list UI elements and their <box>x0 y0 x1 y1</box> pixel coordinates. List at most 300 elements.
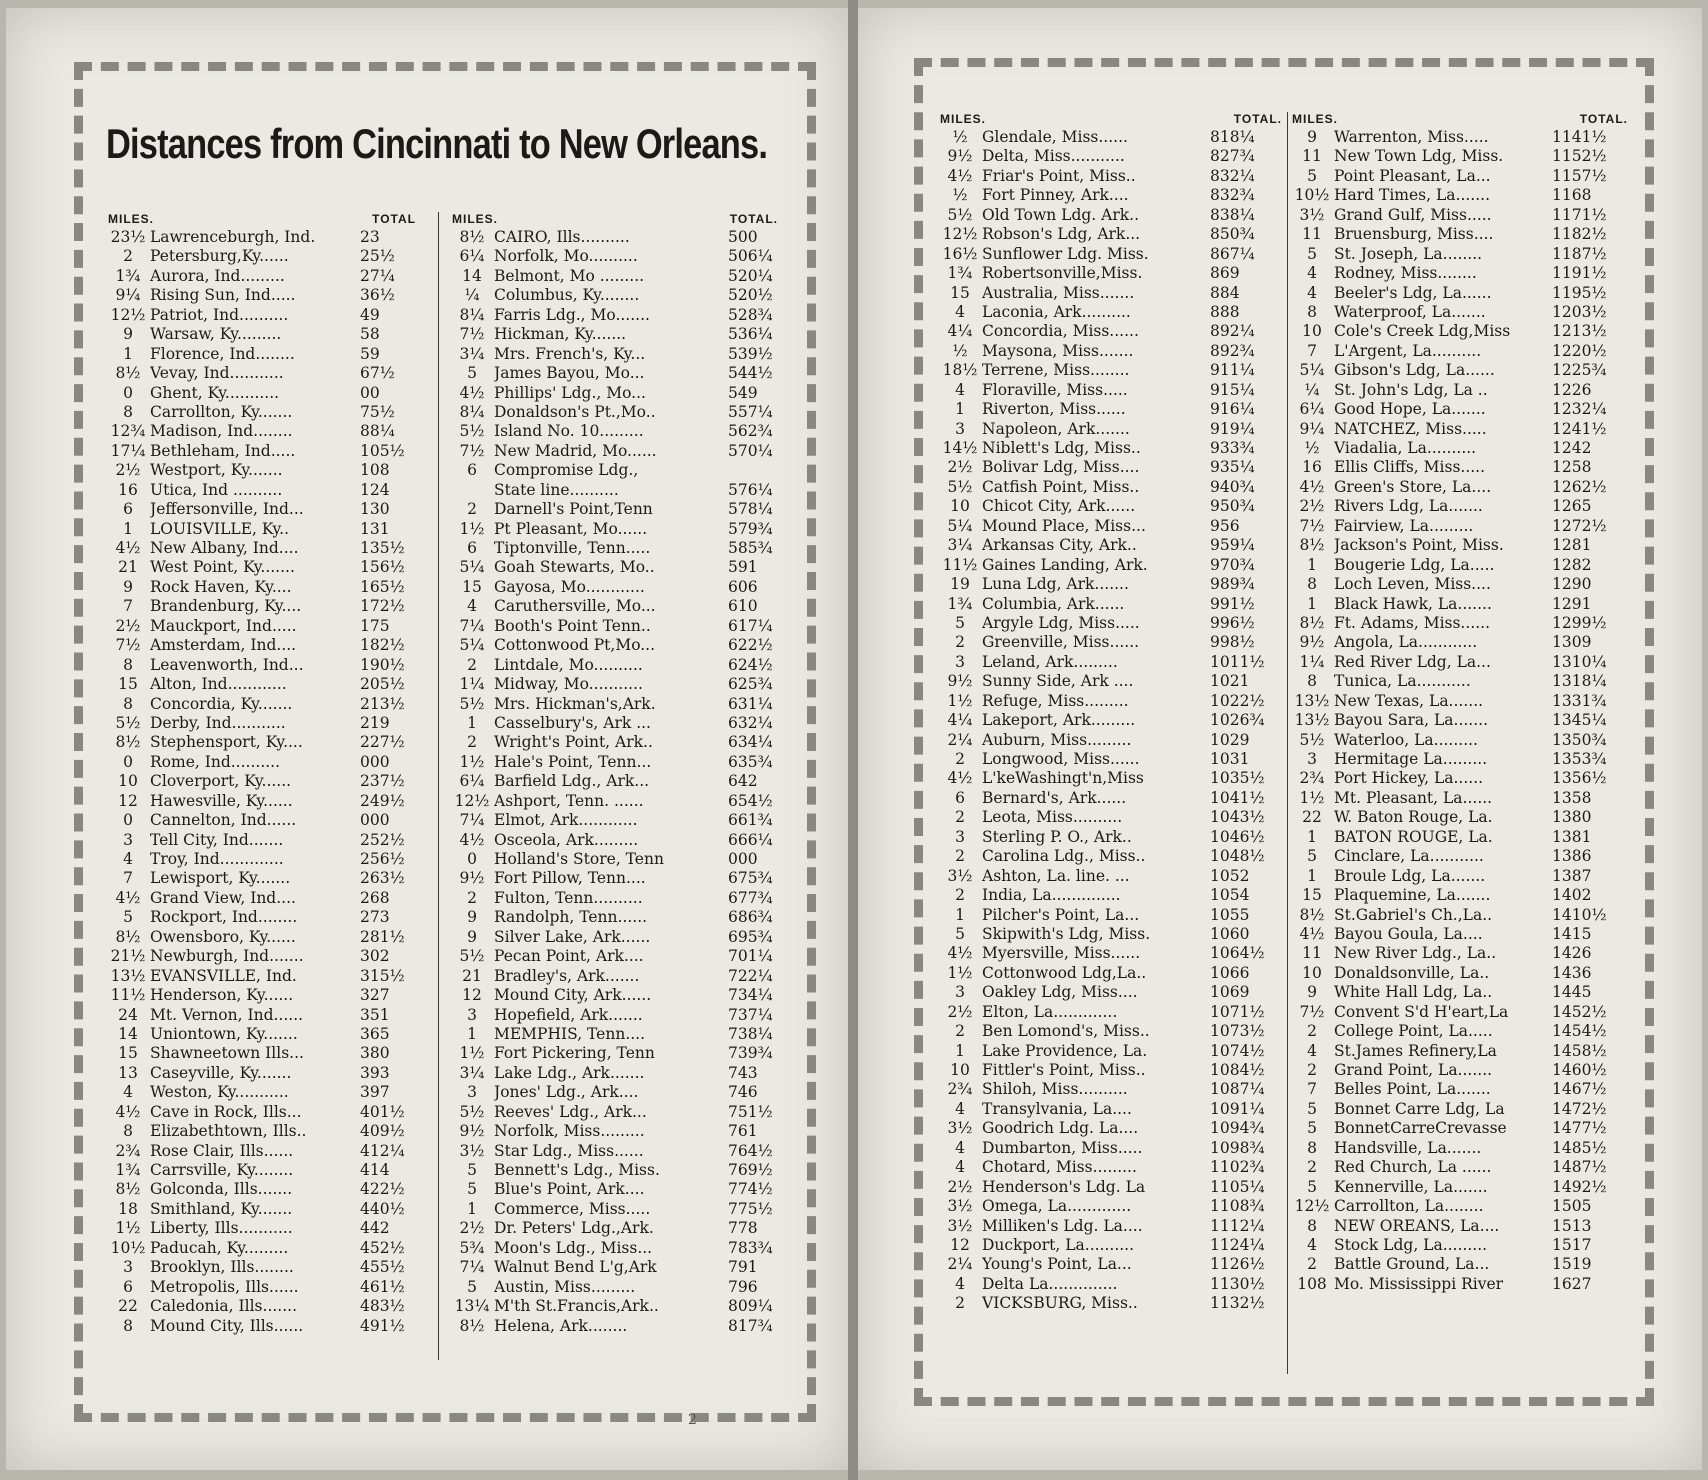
place-name: Caledonia, Ills....... <box>150 1297 298 1316</box>
place-name: Elizabethtown, Ills.. <box>150 1122 307 1141</box>
stop-row <box>1292 1197 1628 1216</box>
place-name: Blue's Point, Ark.... <box>494 1180 645 1199</box>
stop-row <box>1292 614 1628 633</box>
total-value: 1195½ <box>1552 283 1607 302</box>
place-name: Glendale, Miss...... <box>982 128 1128 146</box>
stop-row <box>1292 517 1628 536</box>
place-name: Fort Pinney, Ark.... <box>982 186 1129 205</box>
total-value: 622½ <box>728 636 773 655</box>
place-name: Good Hope, La....... <box>1334 400 1486 419</box>
miles-value: 4 <box>123 1083 133 1102</box>
total-value: 606 <box>728 577 758 596</box>
stop-row <box>108 286 416 305</box>
miles-value: 4½ <box>947 944 973 963</box>
miles-value: 10 <box>1302 322 1322 341</box>
total-value: 227½ <box>360 733 405 752</box>
total-value: 1318¼ <box>1552 672 1607 691</box>
total-value: 1011½ <box>1210 652 1265 671</box>
place-name: New Madrid, Mo...... <box>494 441 657 460</box>
place-name: Angola, La............ <box>1334 633 1478 652</box>
place-name: Young's Point, La... <box>982 1255 1132 1274</box>
stop-row <box>452 247 778 266</box>
total-value: 536¼ <box>728 325 773 344</box>
stop-row <box>940 536 1282 555</box>
place-name: Rising Sun, Ind..... <box>150 286 296 305</box>
miles-header: MILES. <box>452 212 499 226</box>
place-name: Ben Lomond's, Miss.. <box>982 1022 1150 1041</box>
miles-value: 2 <box>955 1022 965 1041</box>
total-value: 506¼ <box>728 247 773 266</box>
total-value: 1048½ <box>1210 847 1265 866</box>
stop-row <box>940 400 1282 419</box>
stop-row <box>108 481 416 500</box>
total-value: 1386 <box>1552 847 1592 866</box>
total-value: 500 <box>728 228 758 246</box>
place-name: Amsterdam, Ind.... <box>150 636 297 655</box>
place-name: Henderson's Ldg. La <box>982 1177 1146 1196</box>
total-value: 1094¾ <box>1210 1119 1265 1138</box>
miles-value: 4¼ <box>947 711 973 730</box>
miles-value: ¼ <box>464 286 480 305</box>
stop-row <box>1292 964 1628 983</box>
total-value: 25½ <box>360 247 395 266</box>
total-value: 695¾ <box>728 927 773 946</box>
stop-row <box>452 1239 778 1258</box>
miles-value: 5¾ <box>459 1238 485 1257</box>
miles-value: 8 <box>123 655 133 674</box>
place-name: EVANSVILLE, Ind. <box>150 966 297 985</box>
place-name: Elmot, Ark............ <box>494 811 638 830</box>
total-value: 1232¼ <box>1552 400 1607 419</box>
miles-value: 9½ <box>459 1122 485 1141</box>
column-header <box>940 112 1282 128</box>
place-name: Bonnet Carre Ldg, La <box>1334 1099 1505 1118</box>
total-value: 1203½ <box>1552 302 1607 321</box>
miles-value: 16½ <box>942 244 978 263</box>
miles-value: 17¼ <box>110 441 146 460</box>
place-name: Gibson's Ldg, La...... <box>1334 361 1495 380</box>
stop-row <box>1292 1003 1628 1022</box>
place-name: Leavenworth, Ind... <box>150 655 304 674</box>
miles-value: 10½ <box>1294 186 1330 205</box>
left-page <box>6 8 848 1470</box>
miles-value: 4 <box>955 1099 965 1118</box>
miles-value: 5½ <box>947 477 973 496</box>
miles-value: 8 <box>1307 575 1317 594</box>
total-value: 1345¼ <box>1552 711 1607 730</box>
miles-value: 1 <box>123 344 133 363</box>
total-value: 959¼ <box>1210 536 1255 555</box>
miles-value: 2 <box>1307 1158 1317 1177</box>
total-value: 1426 <box>1552 944 1592 963</box>
place-name: Broule Ldg, La....... <box>1334 866 1486 885</box>
stop-row <box>108 247 416 266</box>
place-name: Booth's Point Tenn.. <box>494 616 651 635</box>
stop-row <box>108 869 416 888</box>
stop-row <box>1292 381 1628 400</box>
miles-value: ¼ <box>1304 380 1320 399</box>
miles-value: 3½ <box>947 866 973 885</box>
total-value: 1258 <box>1552 458 1592 477</box>
total-value: 172½ <box>360 597 405 616</box>
stop-row <box>940 284 1282 303</box>
stop-row <box>940 614 1282 633</box>
total-value: 520¼ <box>728 266 773 285</box>
miles-value: 8½ <box>115 1180 141 1199</box>
place-name: Point Pleasant, La... <box>1334 166 1491 185</box>
total-value: 617¼ <box>728 616 773 635</box>
total-value: 1290 <box>1552 575 1592 594</box>
miles-value: ½ <box>1304 439 1320 457</box>
miles-value: 1¾ <box>115 1161 141 1179</box>
miles-value: 1 <box>1307 866 1317 885</box>
stop-row <box>108 811 416 830</box>
total-value: 632¼ <box>728 713 773 732</box>
total-value: 686¾ <box>728 908 773 927</box>
stop-row <box>108 1161 416 1180</box>
stop-row <box>1292 1061 1628 1080</box>
miles-value: 1 <box>467 1024 477 1043</box>
total-value: 738¼ <box>728 1024 773 1043</box>
stop-row <box>940 420 1282 439</box>
place-name: Cottonwood Pt,Mo... <box>494 636 656 655</box>
miles-value: 8½ <box>459 1316 485 1335</box>
stop-row <box>940 925 1282 944</box>
miles-value: 3 <box>123 830 133 849</box>
stop-row <box>1292 828 1628 847</box>
total-value: 1265 <box>1552 497 1592 516</box>
place-name: Laconia, Ark.......... <box>982 302 1131 321</box>
place-name: Star Ldg., Miss...... <box>494 1141 644 1160</box>
miles-value: 2½ <box>459 1219 485 1238</box>
total-value: 1241½ <box>1552 419 1607 438</box>
total-value: 576¼ <box>728 480 773 499</box>
stop-row <box>1292 944 1628 963</box>
place-name: Shiloh, Miss.......... <box>982 1080 1128 1099</box>
place-name: Donaldson's Pt.,Mo.. <box>494 402 656 421</box>
stop-row <box>940 828 1282 847</box>
miles-value: 2¼ <box>947 1255 973 1274</box>
total-value: 1108¾ <box>1210 1197 1265 1216</box>
total-value: 1046½ <box>1210 827 1265 846</box>
miles-value: 9¼ <box>1299 419 1325 438</box>
place-name: New River Ldg., La.. <box>1334 944 1497 963</box>
place-name: Dumbarton, Miss..... <box>982 1138 1143 1157</box>
place-name: Pecan Point, Ark.... <box>494 947 644 966</box>
place-name: Jackson's Point, Miss. <box>1334 536 1504 555</box>
book-gutter <box>848 0 858 1480</box>
stop-row <box>108 1200 416 1219</box>
stop-row <box>940 556 1282 575</box>
miles-value: 0 <box>123 383 133 402</box>
total-value: 746 <box>728 1083 758 1102</box>
stop-row <box>452 831 778 850</box>
place-name: Mt. Vernon, Ind...... <box>150 1005 304 1024</box>
miles-value: 5 <box>123 908 133 927</box>
stop-row <box>1292 264 1628 283</box>
miles-value: 4½ <box>115 1102 141 1121</box>
miles-value: 13½ <box>1294 691 1330 710</box>
place-name: Fort Pillow, Tenn.... <box>494 869 646 888</box>
total-value: 135½ <box>360 539 405 557</box>
place-name: Mound City, Ills...... <box>150 1316 304 1335</box>
stop-row <box>1292 186 1628 205</box>
stop-row <box>940 245 1282 264</box>
stop-row <box>1292 1158 1628 1177</box>
stop-row <box>1292 225 1628 244</box>
miles-value: 3¼ <box>947 536 973 555</box>
place-name: Refuge, Miss......... <box>982 691 1129 710</box>
place-name: Fulton, Tenn.......... <box>494 888 643 907</box>
place-name: Australia, Miss....... <box>982 283 1135 302</box>
miles-value: 4½ <box>1299 924 1325 943</box>
stop-row <box>940 225 1282 244</box>
place-name: Greenville, Miss...... <box>982 633 1140 652</box>
stop-row <box>940 1178 1282 1197</box>
stop-row <box>108 597 416 616</box>
place-name: Moon's Ldg., Miss... <box>494 1238 653 1257</box>
miles-value: 2½ <box>947 1002 973 1021</box>
miles-value: 21½ <box>110 947 146 966</box>
total-value: 1029 <box>1210 730 1250 749</box>
total-value: 1467½ <box>1552 1080 1607 1099</box>
stop-row <box>1292 361 1628 380</box>
total-value: 252½ <box>360 830 405 849</box>
stop-row <box>1292 284 1628 303</box>
place-name: Argyle Ldg, Miss..... <box>982 613 1140 632</box>
place-name: W. Baton Rouge, La. <box>1334 808 1493 827</box>
place-name: Black Hawk, La....... <box>1334 594 1492 613</box>
miles-value: 13½ <box>110 966 146 985</box>
total-value: 401½ <box>360 1102 405 1121</box>
total-value: 108 <box>360 461 390 480</box>
miles-value: 1¾ <box>947 264 973 283</box>
stop-row <box>940 731 1282 750</box>
place-name: Lewisport, Ky....... <box>150 869 291 888</box>
total-value: 970¾ <box>1210 555 1255 574</box>
place-name: James Bayou, Mo... <box>494 364 645 383</box>
total-value: 397 <box>360 1083 390 1102</box>
place-name: Derby, Ind........... <box>150 713 286 732</box>
total-value: 911¼ <box>1210 361 1255 380</box>
total-value: 892¼ <box>1210 322 1255 341</box>
total-value: 175 <box>360 616 390 635</box>
place-name: Carrollton, Ky....... <box>150 402 293 421</box>
place-name: Ashport, Tenn. ...... <box>494 791 644 810</box>
miles-value: 8½ <box>1299 905 1325 924</box>
place-name: New Texas, La....... <box>1334 691 1484 710</box>
place-name: Aurora, Ind......... <box>150 266 285 285</box>
total-value: 1187½ <box>1552 244 1607 263</box>
stop-row <box>108 636 416 655</box>
total-value: 1519 <box>1552 1255 1592 1274</box>
stop-row <box>940 342 1282 361</box>
miles-value: 1 <box>955 1041 965 1060</box>
place-name: Wright's Point, Ark.. <box>494 733 653 752</box>
stop-row <box>108 908 416 927</box>
place-name: Ellis Cliffs, Miss..... <box>1334 458 1486 477</box>
total-value: 315½ <box>360 966 405 985</box>
total-value: 661¾ <box>728 811 773 830</box>
miles-value: 7½ <box>1299 516 1325 535</box>
total-value: 827¾ <box>1210 147 1255 166</box>
stop-row <box>940 1080 1282 1099</box>
stop-row <box>940 633 1282 652</box>
stop-row <box>108 986 416 1005</box>
miles-value: 4 <box>955 1274 965 1293</box>
total-value: 256½ <box>360 850 405 868</box>
stop-row <box>452 636 778 655</box>
stop-row <box>940 1100 1282 1119</box>
miles-value: 14 <box>118 1024 138 1043</box>
total-value: 557¼ <box>728 402 773 421</box>
place-name: Phillips' Ldg., Mo... <box>494 383 646 402</box>
total-value: 156½ <box>360 558 405 577</box>
miles-value: 5 <box>955 613 965 632</box>
place-name: Midway, Mo........... <box>494 675 643 694</box>
place-name: Myersville, Miss...... <box>982 944 1141 963</box>
miles-value: 12¾ <box>110 422 146 441</box>
miles-value: 10 <box>118 772 138 791</box>
miles-value: 24 <box>118 1005 138 1024</box>
stop-row <box>452 306 778 325</box>
total-value: 1087¼ <box>1210 1080 1265 1099</box>
miles-value: 5 <box>1307 847 1317 866</box>
stop-row <box>452 500 778 519</box>
stop-row <box>940 1255 1282 1274</box>
stop-row <box>940 653 1282 672</box>
total-value: 268 <box>360 888 390 907</box>
miles-value: 3½ <box>1299 205 1325 224</box>
miles-value: 2 <box>955 886 965 905</box>
stop-row <box>452 558 778 577</box>
miles-value: ½ <box>952 341 968 360</box>
miles-value: 9 <box>1307 128 1317 146</box>
total-value: 1191½ <box>1552 264 1607 283</box>
stop-row <box>452 869 778 888</box>
miles-value: 21 <box>462 966 482 985</box>
stop-row <box>940 322 1282 341</box>
stop-row <box>1292 867 1628 886</box>
place-name: Skipwith's Ldg, Miss. <box>982 924 1151 943</box>
total-value: 1402 <box>1552 886 1592 905</box>
miles-value: 4 <box>1307 283 1317 302</box>
total-value: 105½ <box>360 441 405 460</box>
miles-value: 0 <box>123 811 133 830</box>
miles-value: 3 <box>955 983 965 1002</box>
stop-row <box>1292 1042 1628 1061</box>
place-name: Mound City, Ark...... <box>494 986 652 1005</box>
miles-value: 8½ <box>1299 536 1325 555</box>
place-name: Catfish Point, Miss.. <box>982 477 1140 496</box>
miles-value: 8 <box>1307 1138 1317 1157</box>
total-value: 1157½ <box>1552 166 1607 185</box>
miles-value: 2 <box>955 808 965 827</box>
total-value: 562¾ <box>728 422 773 441</box>
stop-row <box>1292 633 1628 652</box>
miles-value: 16 <box>118 480 138 499</box>
miles-value: 2 <box>467 733 477 752</box>
miles-value: 1 <box>467 713 477 732</box>
stop-row <box>940 983 1282 1002</box>
total-value: 1073½ <box>1210 1022 1265 1041</box>
miles-value: 7½ <box>459 441 485 460</box>
total-value: 442 <box>360 1219 390 1238</box>
place-name: Floraville, Miss..... <box>982 380 1128 399</box>
place-name: Newburgh, Ind....... <box>150 947 304 966</box>
stop-row <box>940 381 1282 400</box>
total-value: 624½ <box>728 655 773 674</box>
total-value: 578¼ <box>728 500 773 519</box>
total-value: 989¾ <box>1210 575 1255 594</box>
stop-row <box>108 928 416 947</box>
stop-row <box>108 539 416 558</box>
stop-row <box>452 1025 778 1044</box>
stop-row <box>1292 303 1628 322</box>
place-name: Hickman, Ky....... <box>494 325 627 344</box>
stop-row <box>452 1297 778 1316</box>
total-value: 302 <box>360 947 390 966</box>
miles-value: 9½ <box>1299 633 1325 652</box>
miles-value: 2½ <box>947 458 973 477</box>
stop-row <box>940 711 1282 730</box>
miles-value: 5 <box>1307 1177 1317 1196</box>
miles-value: 8 <box>1307 672 1317 691</box>
miles-value: 1½ <box>459 752 485 771</box>
place-name: Red River Ldg, La... <box>1334 652 1491 671</box>
miles-value: 11 <box>1302 147 1322 166</box>
total-value: 1387 <box>1552 866 1592 885</box>
total-value: 610 <box>728 597 758 616</box>
place-name: Silver Lake, Ark...... <box>494 927 651 946</box>
miles-value: 8 <box>123 1122 133 1141</box>
stop-row <box>940 1061 1282 1080</box>
place-name: Farris Ldg., Mo....... <box>494 305 650 324</box>
place-name: Shawneetown Ills... <box>150 1044 304 1063</box>
place-name: Auburn, Miss......... <box>982 730 1132 749</box>
miles-value: 12½ <box>1294 1197 1330 1216</box>
miles-value: 8 <box>123 694 133 713</box>
place-name: Tunica, La........... <box>1334 672 1471 691</box>
stop-row <box>452 1044 778 1063</box>
total-value: 1069 <box>1210 983 1250 1002</box>
total-value: 1066 <box>1210 963 1250 982</box>
place-name: Grand Gulf, Miss..... <box>1334 205 1492 224</box>
miles-value: 1 <box>467 1199 477 1218</box>
stop-row <box>452 364 778 383</box>
miles-value: 9 <box>123 325 133 344</box>
stop-row <box>108 792 416 811</box>
miles-value: 22 <box>118 1297 138 1316</box>
place-name: Barfield Ldg., Ark... <box>494 772 650 791</box>
place-name: Hale's Point, Tenn... <box>494 752 652 771</box>
miles-value: 5½ <box>459 694 485 713</box>
stop-row <box>1292 497 1628 516</box>
place-name: Battle Ground, La... <box>1334 1255 1490 1274</box>
miles-value: 6 <box>955 788 965 807</box>
miles-value: 2¼ <box>947 730 973 749</box>
stop-row <box>108 1239 416 1258</box>
stop-row <box>940 750 1282 769</box>
total-value: 1410½ <box>1552 905 1607 924</box>
miles-value: 3 <box>955 419 965 438</box>
stop-row <box>452 986 778 1005</box>
total-value: 1074½ <box>1210 1041 1265 1060</box>
place-name: Mo. Mississippi River <box>1334 1274 1504 1293</box>
total-value: 1291 <box>1552 594 1592 613</box>
place-name: White Hall Ldg, La.. <box>1334 983 1493 1002</box>
total-value: 867¼ <box>1210 244 1255 263</box>
